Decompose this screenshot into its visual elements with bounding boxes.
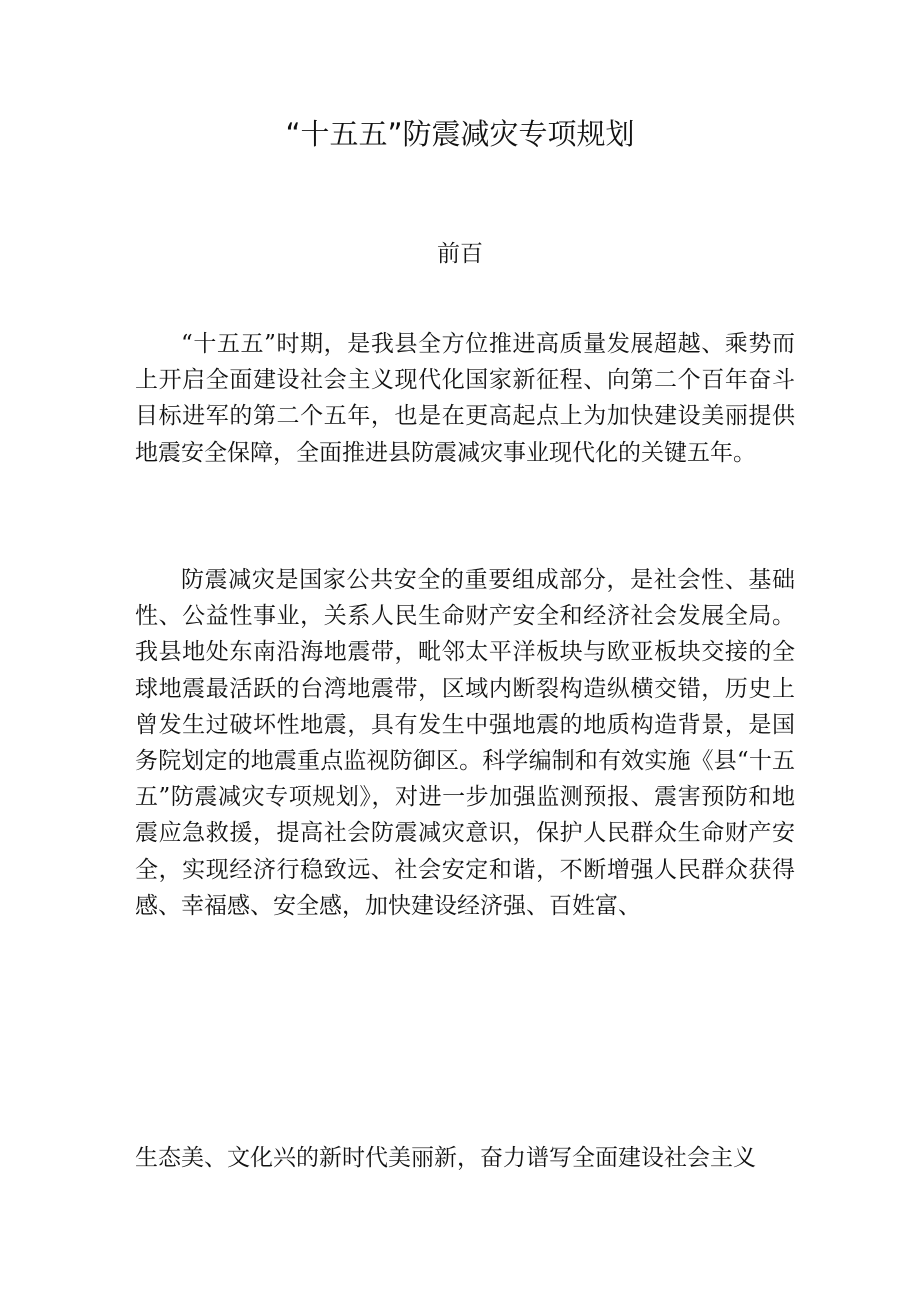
paragraph-3: 生态美、文化兴的新时代美丽新，奋力谱写全面建设社会主义: [135, 1145, 756, 1171]
preface-heading: 前百: [437, 241, 483, 267]
document-title: “十五五”防震减灾专项规划: [285, 117, 635, 151]
paragraph-1: “十五五”时期，是我县全方位推进高质量发展超越、乘势而上开启全面建设社会主义现代化国家新征程、向第二个百年奋斗目标进军的第二个五年，也是在更高起点上为加快建设美丽提供地震安全保障，全面推进县防震减灾事业现代化的关键五年。: [135, 331, 795, 466]
paragraph-2: 防震减灾是国家公共安全的重要组成部分，是社会性、基础性、公益性事业，关系人民生命财产安全和经济社会发展全局。我县地处东南沿海地震带，毗邻太平洋板块与欧亚板块交接的全球地震最活跃的台湾地震带，区域内断裂构造纵横交错，历史上曾发生过破坏性地震，具有发生中强地震的地质构造背景，是国务院划定的地震重点监视防御区。科学编制和有效实施《县“十五五”防震减灾专项规划》，对进一步加强监测预报、震害预防和地震应急救援，提高社会防震减灾意识，保护人民群众生命财产安全，实现经济行稳致远、社会安定和谐，不断增强人民群众获得感、幸福感、安全感，加快建设经济强、百姓富、: [135, 567, 795, 919]
